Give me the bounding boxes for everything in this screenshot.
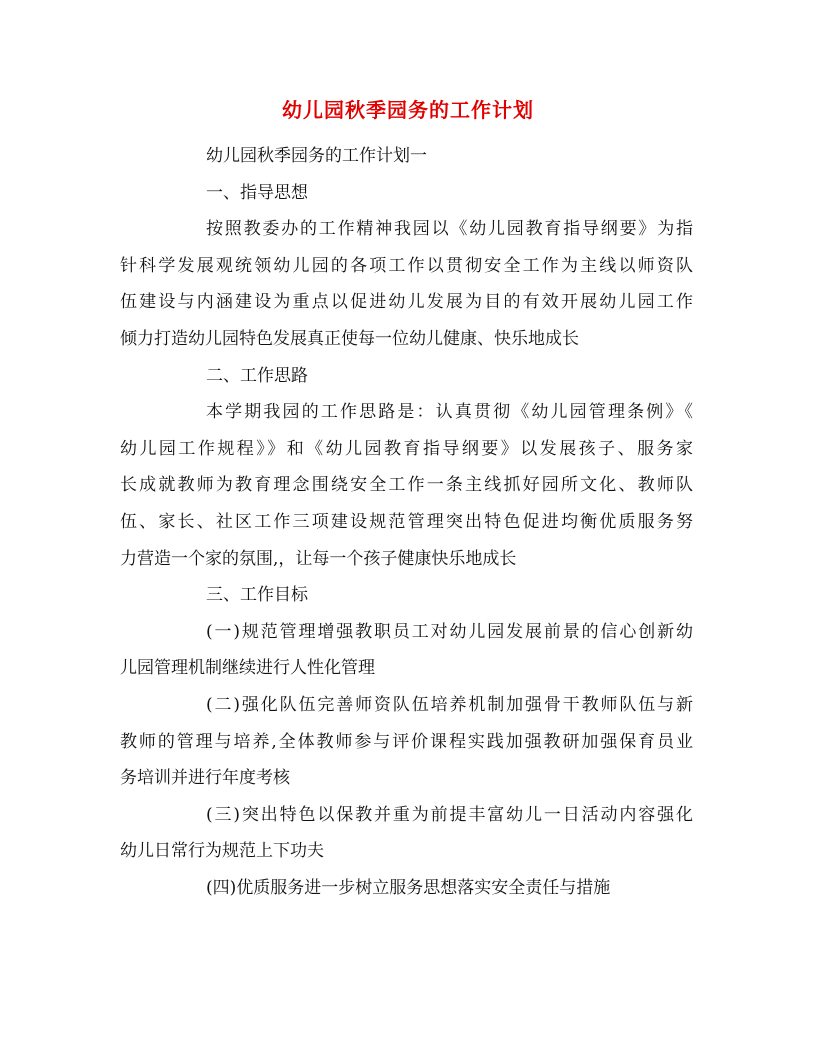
paragraph-line: (三)突出特色以保教并重为前提丰富幼儿一日活动内容强化 bbox=[206, 804, 693, 825]
paragraph-line: 伍建设与内涵建设为重点以促进幼儿发展为目的有效开展幼儿园工作 bbox=[120, 292, 693, 313]
subheading: 二、工作思路 bbox=[206, 365, 308, 386]
paragraph-line: 教师的管理与培养,全体教师参与评价课程实践加强教研加强保育员业 bbox=[120, 731, 693, 752]
paragraph-line: 幼儿日常行为规范上下功夫 bbox=[120, 841, 324, 862]
paragraph-line: 本学期我园的工作思路是：认真贯彻《幼儿园管理条例》《 bbox=[206, 402, 693, 423]
paragraph-line: 长成就教师为教育理念围绕安全工作一条主线抓好园所文化、教师队 bbox=[120, 475, 693, 496]
paragraph-line: 务培训并进行年度考核 bbox=[120, 768, 290, 789]
paragraph-line: 儿园管理机制继续进行人性化管理 bbox=[120, 658, 375, 679]
paragraph-line: 伍、家长、社区工作三项建设规范管理突出特色促进均衡优质服务努 bbox=[120, 511, 693, 532]
subheading: 一、指导思想 bbox=[206, 182, 308, 203]
paragraph-line: 针科学发展观统领幼儿园的各项工作以贯彻安全工作为主线以师资队 bbox=[120, 255, 693, 276]
document-title: 幼儿园秋季园务的工作计划 bbox=[282, 98, 534, 122]
paragraph-line: 幼儿园工作规程》》和《幼儿园教育指导纲要》以发展孩子、服务家 bbox=[120, 438, 693, 459]
section-heading: 幼儿园秋季园务的工作计划一 bbox=[206, 146, 427, 166]
subheading: 三、工作目标 bbox=[206, 585, 308, 606]
paragraph-line: (二)强化队伍完善师资队伍培养机制加强骨干教师队伍与新 bbox=[206, 694, 693, 715]
paragraph-line: (四)优质服务进一步树立服务思想落实安全责任与措施 bbox=[206, 877, 611, 898]
document-body bbox=[120, 138, 693, 906]
paragraph-line: (一)规范管理增强教职员工对幼儿园发展前景的信心创新幼 bbox=[206, 621, 693, 642]
paragraph-line: 按照教委办的工作精神我园以《幼儿园教育指导纲要》为指 bbox=[206, 219, 693, 240]
paragraph-line: 力营造一个家的氛围,，让每一个孩子健康快乐地成长 bbox=[120, 548, 517, 569]
paragraph-line: 倾力打造幼儿园特色发展真正使每一位幼儿健康、快乐地成长 bbox=[120, 328, 579, 349]
